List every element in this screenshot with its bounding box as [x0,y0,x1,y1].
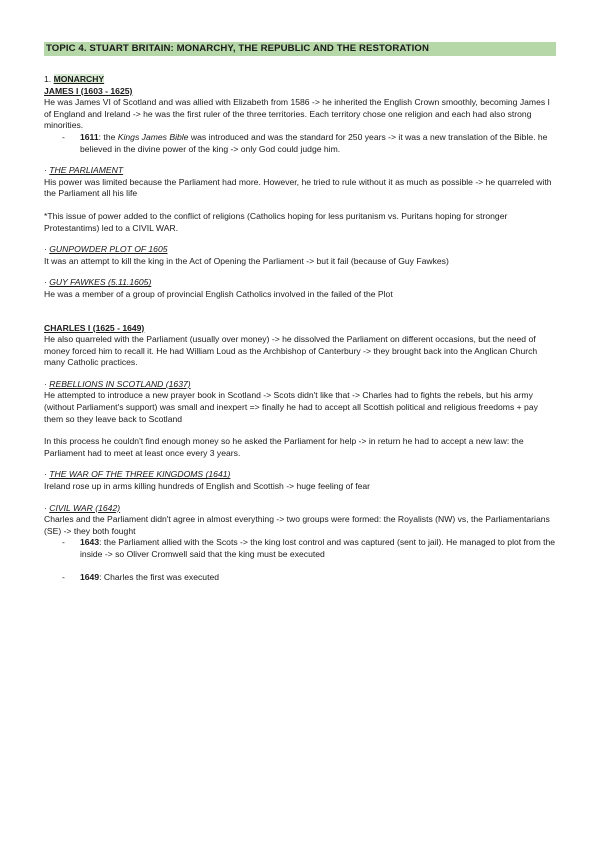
james-bullet-1611 [62,132,556,155]
document-page [44,42,556,583]
section-number: 1. [44,74,54,84]
gunpowder-text: It was an attempt to kill the king in the Act of Opening the Parliament -> but it fail (because of Guy Fawkes) [44,255,449,266]
subheading-dot: · [44,502,50,513]
bullet-dash: - [62,131,65,142]
james-intro: He was James VI of Scotland and was allied with Elizabeth from 1586 -> he inherited the English Crown smoothly, becoming James I of England and Ireland -> he was the first ruler of the three territories. Each territory chose one religion and each had also strong minorities. [44,97,550,131]
three-kingdoms-subheading-line [44,469,556,481]
section-heading [44,74,556,86]
bullet-year: 1611 [80,131,99,142]
section-name: MONARCHY [53,74,105,84]
subheading-dot: · [44,244,50,255]
three-kingdoms-text: Ireland rose up in arms killing hundreds of English and Scottish -> huge feeling of fear [44,481,371,492]
charles-intro: He also quarreled with the Parliament (usually over money) -> he dissolved the Parliament on different occasions, but the need of money forced him to recall it. He had William Loud as the Archbishop of Canterbury -> they brought back into the Anglican Church many Catholic practices. [44,334,538,368]
gunpowder-subheading-line [44,244,556,256]
three-kingdoms-subheading: THE WAR OF THE THREE KINGDOMS (1641) [49,469,231,480]
james-heading: JAMES I (1603 - 1625) [44,85,133,96]
charles-heading: CHARLES I (1625 - 1649) [44,322,145,333]
rebellions-subheading-line [44,379,556,391]
civil-war-text: Charles and the Parliament didn't agree in almost everything -> two groups were formed: the Royalists (NW) vs, the Parliamentarians (SE) -> they both fought [44,514,550,536]
fawkes-subheading: GUY FAWKES (5.11.1605) [49,277,152,288]
subheading-dot: · [44,277,50,288]
parliament-subheading: THE PARLIAMENT [49,165,124,176]
rebellions-subheading: REBELLIONS IN SCOTLAND (1637) [49,378,191,389]
money-text: In this process he couldn't find enough money so he asked the Parliament for help -> in return he had to accept a new law: the Parliament had to meet at least once every 3 years. [44,436,524,458]
charles-bullet-1643 [62,537,556,560]
parliament-text: His power was limited because the Parliament had more. However, he tried to rule without it as much as possible -> he quarreled with the Parliament all his life [44,176,552,199]
parliament-note: *This issue of power added to the conflict of religions (Catholics hoping for less puritanism vs. Puritans hoping for stronger Protestantims) led to a CIVIL WAR. [44,210,508,233]
subheading-dot: · [44,165,50,176]
civil-war-subheading-line [44,503,556,515]
bullet-body [80,537,556,560]
civil-war-subheading: CIVIL WAR (1642) [49,502,121,513]
bullet-text: : Charles the first was executed [99,571,220,582]
bullet-dash: - [62,537,65,548]
fawkes-text: He was a member of a group of provincial English Catholics involved in the failed of the Plot [44,288,393,299]
subheading-dot: · [44,378,50,389]
gunpowder-subheading: GUNPOWDER PLOT OF 1605 [49,244,168,255]
charles-bullet-1649 [62,572,556,584]
bullet-italic: Kings James Bible [117,131,189,142]
bullet-text-pre: : the [98,131,118,142]
bullet-year: 1643 [80,537,100,548]
bullet-body [80,132,556,155]
rebellions-text: He attempted to introduce a new prayer book in Scotland -> Scots didn't like that -> Charles had to fights the rebels, but his army (without Parliament's support) was small and inexpert => finally he had to accept all Scottish political and religious freedoms + pay them so they leave back to Scotland [44,390,538,424]
bullet-year: 1649 [80,571,100,582]
parliament-subheading-line [44,165,556,177]
document-title: TOPIC 4. STUART BRITAIN: MONARCHY, THE REPUBLIC AND THE RESTORATION [44,42,556,56]
bullet-dash: - [62,571,65,582]
fawkes-subheading-line [44,277,556,289]
bullet-text: : the Parliament allied with the Scots -> the king lost control and was captured (sent to jail). He managed to plot from the inside -> so Oliver Cromwell said that the king must be executed [80,537,556,559]
subheading-dot: · [44,469,50,480]
bullet-text-post: was introduced and was the standard for 250 years -> it was a new translation of the Bible. he believed in the divine power of the king -> only God could judge him. [80,131,548,154]
bullet-body [80,572,556,584]
